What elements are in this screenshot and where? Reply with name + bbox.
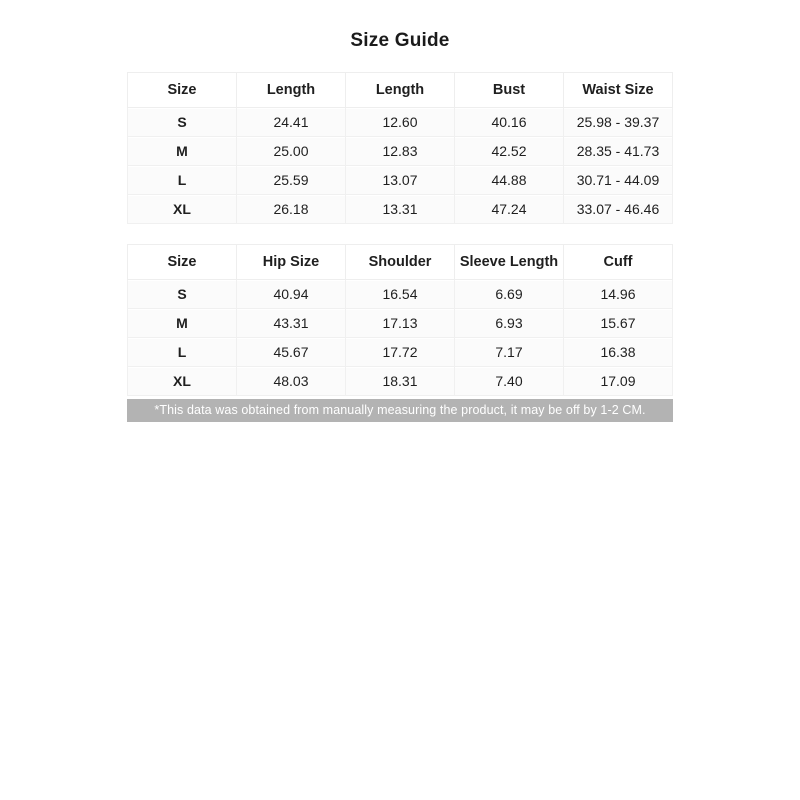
measurement-cell: 17.13 xyxy=(346,309,455,338)
measurement-cell: 43.31 xyxy=(237,309,346,338)
measurement-cell: 13.07 xyxy=(346,166,455,195)
size-label-cell: M xyxy=(128,309,237,338)
size-label-cell: L xyxy=(128,338,237,367)
column-header: Cuff xyxy=(564,245,673,280)
measurement-cell: 25.00 xyxy=(237,137,346,166)
size-guide-content xyxy=(127,72,673,422)
size-label-cell: XL xyxy=(128,367,237,396)
measurement-cell: 40.16 xyxy=(455,108,564,137)
measurement-cell: 42.52 xyxy=(455,137,564,166)
size-label-cell: L xyxy=(128,166,237,195)
table-row xyxy=(128,108,673,137)
measurement-cell: 33.07 - 46.46 xyxy=(564,195,673,224)
measurement-cell: 17.09 xyxy=(564,367,673,396)
column-header: Length xyxy=(237,73,346,108)
measurement-cell: 15.67 xyxy=(564,309,673,338)
measurement-cell: 12.60 xyxy=(346,108,455,137)
column-header: Size xyxy=(128,73,237,108)
measurement-cell: 25.98 - 39.37 xyxy=(564,108,673,137)
measurement-cell: 6.69 xyxy=(455,280,564,309)
measurement-cell: 26.18 xyxy=(237,195,346,224)
measurement-cell: 16.38 xyxy=(564,338,673,367)
measurement-cell: 17.72 xyxy=(346,338,455,367)
measurement-cell: 6.93 xyxy=(455,309,564,338)
size-table-bottom xyxy=(127,244,673,396)
size-label-cell: M xyxy=(128,137,237,166)
measurement-cell: 12.83 xyxy=(346,137,455,166)
size-label-cell: S xyxy=(128,108,237,137)
table-row xyxy=(128,367,673,396)
table-row xyxy=(128,166,673,195)
measurement-cell: 48.03 xyxy=(237,367,346,396)
table-row xyxy=(128,309,673,338)
header-row xyxy=(128,73,673,108)
measurement-cell: 7.40 xyxy=(455,367,564,396)
table-row xyxy=(128,280,673,309)
measurement-cell: 30.71 - 44.09 xyxy=(564,166,673,195)
measurement-cell: 24.41 xyxy=(237,108,346,137)
column-header: Waist Size xyxy=(564,73,673,108)
measurement-cell: 7.17 xyxy=(455,338,564,367)
measurement-cell: 28.35 - 41.73 xyxy=(564,137,673,166)
size-label-cell: XL xyxy=(128,195,237,224)
measurement-cell: 47.24 xyxy=(455,195,564,224)
table-row xyxy=(128,137,673,166)
measurement-disclaimer-note: *This data was obtained from manually measuring the product, it may be off by 1-2 CM. xyxy=(127,399,673,422)
column-header: Bust xyxy=(455,73,564,108)
measurement-cell: 13.31 xyxy=(346,195,455,224)
column-header: Hip Size xyxy=(237,245,346,280)
measurement-cell: 14.96 xyxy=(564,280,673,309)
measurement-cell: 45.67 xyxy=(237,338,346,367)
header-row xyxy=(128,245,673,280)
measurement-cell: 40.94 xyxy=(237,280,346,309)
column-header: Size xyxy=(128,245,237,280)
size-table-top xyxy=(127,72,673,224)
column-header: Length xyxy=(346,73,455,108)
page-title: Size Guide xyxy=(350,30,450,51)
measurement-cell: 44.88 xyxy=(455,166,564,195)
column-header: Sleeve Length xyxy=(455,245,564,280)
table-row xyxy=(128,195,673,224)
size-label-cell: S xyxy=(128,280,237,309)
measurement-cell: 16.54 xyxy=(346,280,455,309)
table-row xyxy=(128,338,673,367)
column-header: Shoulder xyxy=(346,245,455,280)
measurement-cell: 25.59 xyxy=(237,166,346,195)
measurement-cell: 18.31 xyxy=(346,367,455,396)
